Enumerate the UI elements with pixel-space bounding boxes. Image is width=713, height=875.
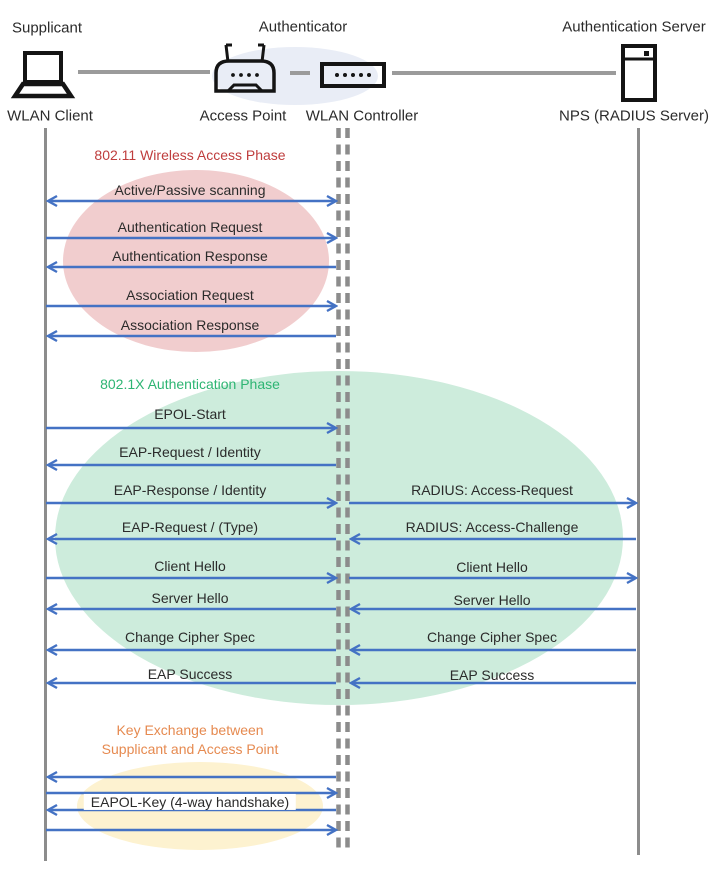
device-wlan-client-label: WLAN Client (7, 107, 93, 125)
message-association-response: Association Response (120, 316, 260, 333)
message-server-hello-right: Server Hello (453, 591, 531, 608)
phase1-title: 802.11 Wireless Access Phase (94, 146, 286, 163)
message-eapol-key-handshake: EAPOL-Key (4-way handshake) (84, 794, 296, 810)
message-server-hello-left: Server Hello (151, 589, 229, 606)
message-eap-response-identity: EAP-Response / Identity (113, 481, 267, 498)
phase2-title: 802.1X Authentication Phase (100, 375, 280, 392)
message-change-cipher-spec-right: Change Cipher Spec (427, 628, 557, 645)
message-association-request: Association Request (126, 286, 254, 303)
device-nps-radius-server-label: NPS (RADIUS Server) (558, 107, 710, 125)
role-authentication-server-label: Authentication Server (562, 18, 706, 36)
message-eap-success-right: EAP Success (449, 666, 535, 683)
message-client-hello-left: Client Hello (154, 557, 226, 574)
device-wlan-controller-label: WLAN Controller (305, 107, 419, 125)
role-authenticator-label: Authenticator (258, 18, 348, 36)
message-eap-success-left: EAP Success (147, 665, 233, 682)
message-change-cipher-spec-left: Change Cipher Spec (125, 628, 255, 645)
message-authentication-response: Authentication Response (112, 247, 268, 264)
message-epol-start: EPOL-Start (154, 405, 226, 422)
message-active-passive-scanning: Active/Passive scanning (114, 181, 266, 198)
device-access-point-label: Access Point (199, 107, 287, 125)
role-supplicant-label: Supplicant (11, 19, 83, 37)
laptop-icon (15, 53, 71, 96)
message-radius-access-request: RADIUS: Access-Request (411, 481, 573, 498)
message-authentication-request: Authentication Request (117, 218, 263, 235)
message-eap-request-type: EAP-Request / (Type) (121, 518, 259, 535)
phase3-title-line1: Key Exchange between (116, 721, 264, 738)
message-radius-access-challenge: RADIUS: Access-Challenge (405, 518, 579, 535)
message-eap-request-identity: EAP-Request / Identity (119, 443, 261, 460)
server-icon (623, 46, 655, 100)
message-client-hello-right: Client Hello (456, 558, 528, 575)
phase3-title-line2: Supplicant and Access Point (101, 740, 279, 757)
